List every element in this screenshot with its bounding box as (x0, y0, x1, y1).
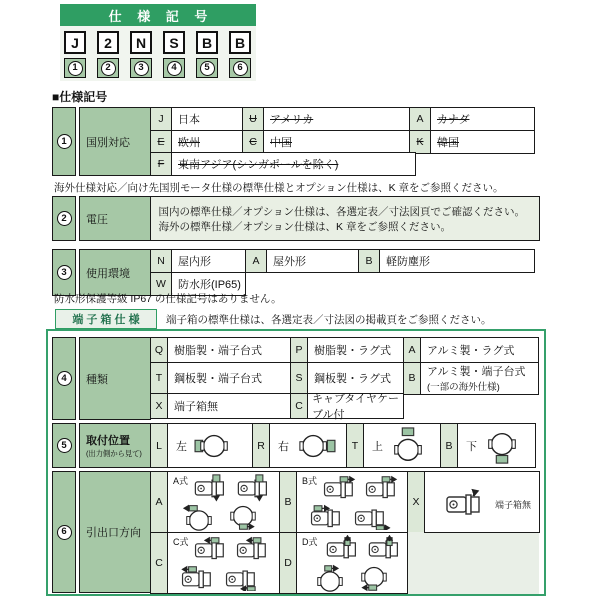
kind-code-q: Q (150, 337, 169, 363)
row-voltage-label: 電圧 (79, 196, 151, 241)
spec-code-panel (60, 4, 256, 81)
outlet-x-cell (424, 471, 540, 533)
kind-name-p: 樹脂製・ラグ式 (307, 337, 404, 363)
kind-code-x: X (150, 393, 169, 419)
country-name-korea: 韓国 (430, 130, 535, 154)
country-code-c: C (242, 130, 265, 154)
kind-code-s: S (290, 362, 309, 395)
outlet-code-c: C (150, 532, 169, 594)
country-code-k: K (409, 130, 432, 154)
index-box-4: 4 (163, 58, 185, 78)
row-environment-label: 使用環境 (79, 249, 151, 296)
country-code-a: A (409, 107, 432, 131)
motor-side-box-up-icon (325, 535, 363, 563)
motor-front-box-top-right-icon (313, 564, 347, 592)
motor-side-box-up-icon (367, 535, 405, 563)
country-name-china: 中国 (263, 130, 410, 154)
kind-name-b: アルミ製・端子台式 (一部の海外仕様) (420, 362, 539, 395)
row-country-label: 国別対応 (79, 107, 151, 176)
motor-front-box-bottom-icon (226, 503, 260, 531)
country-name-europe: 欧州 (171, 130, 243, 154)
code-box-1: J (64, 31, 86, 54)
environment-footnote: 防水形保護等級 IP67 の仕様記号はありません。 (54, 293, 282, 305)
row-country (52, 107, 535, 176)
row-outlet-label: 引出口方向 (79, 471, 151, 593)
outlet-code-d: D (279, 532, 298, 594)
outlet-c-cell (167, 532, 280, 594)
env-code-n: N (150, 249, 173, 273)
row-environment (52, 249, 535, 296)
env-name-dustproof: 軽防塵形 (379, 249, 535, 273)
country-name-canada: カナダ (430, 107, 535, 131)
kind-name-t: 鋼板製・端子台式 (167, 362, 291, 395)
kind-name-c: キャブタイヤケーブル付 (307, 393, 404, 419)
index-box-2: 2 (97, 58, 119, 78)
motor-no-box-icon (443, 488, 489, 520)
outlet-type-b-label: B式 (302, 476, 318, 486)
outlet-type-c-label: C式 (173, 536, 189, 547)
row-position-sublabel: (出力側から見て) (86, 449, 142, 458)
motor-side-box-left-right-icon (309, 504, 347, 530)
motor-side-box-left-left-icon (180, 565, 218, 591)
env-name-outdoor: 屋外形 (266, 249, 359, 273)
section-title: ■仕様記号 (52, 90, 108, 104)
env-code-b: B (358, 249, 381, 273)
kind-name-x: 端子箱無 (167, 393, 291, 419)
kind-name-b-note: (一部の海外仕様) (427, 382, 500, 393)
row-country-index: 1 (52, 107, 76, 176)
index-box-3: 3 (130, 58, 152, 78)
row-position-label: 取付位置 (出力側から見て) (79, 423, 151, 468)
row-environment-index: 3 (52, 249, 76, 296)
panel-title: 仕 様 記 号 (60, 4, 256, 26)
pos-cell-top: 上 (363, 423, 441, 468)
motor-side-box-bottom-left-icon (224, 565, 262, 591)
country-code-e: E (150, 130, 173, 154)
pos-cell-bottom: 下 (457, 423, 536, 468)
row-kind-index: 4 (52, 337, 76, 420)
index-box-1: 1 (64, 58, 86, 78)
motor-side-box-top-right-icon (364, 475, 402, 501)
outlet-type-d-label: D式 (302, 536, 318, 547)
code-box-4: S (163, 31, 185, 54)
index-box-6: 6 (229, 58, 251, 78)
env-code-w: W (150, 272, 173, 296)
env-name-waterproof: 防水形(IP65) (171, 272, 246, 296)
kind-code-t: T (150, 362, 169, 395)
outlet-x-note: 端子箱無 (494, 500, 531, 510)
voltage-note-line1: 国内の標準仕様／オプション仕様は、各選定表／寸法図頁でご確認ください。 (158, 205, 526, 218)
mount-top-icon (389, 427, 427, 465)
row-voltage-index: 2 (52, 196, 76, 241)
kind-code-b: B (403, 362, 422, 395)
row-outlet (52, 471, 540, 593)
voltage-note-line2: 海外の標準仕様／オプション仕様は、K 章をご参照ください。 (158, 220, 451, 233)
terminal-box-note: 端子箱の標準仕様は、各選定表／寸法図の掲載頁をご参照ください。 (166, 314, 492, 326)
code-boxes (60, 26, 256, 54)
code-box-5: B (196, 31, 218, 54)
pos-cell-right: 右 (269, 423, 347, 468)
kind-name-q: 樹脂製・端子台式 (167, 337, 291, 363)
motor-side-box-top-down-icon (193, 474, 231, 502)
index-box-5: 5 (196, 58, 218, 78)
code-box-2: 2 (97, 31, 119, 54)
motor-front-box-bottom-left-icon (357, 564, 391, 592)
env-code-a: A (245, 249, 268, 273)
motor-front-box-left-icon (182, 503, 216, 531)
country-code-f: F (150, 152, 173, 176)
country-code-u: U (242, 107, 265, 131)
motor-side-box-top-right-icon (322, 475, 360, 501)
outlet-code-b: B (279, 471, 298, 533)
code-box-6: B (229, 31, 251, 54)
row-position (52, 423, 536, 468)
row-voltage (52, 196, 540, 241)
mount-left-icon (193, 428, 235, 464)
pos-code-b: B (440, 423, 459, 468)
motor-side-box-top-left-icon (193, 536, 231, 562)
index-boxes (60, 54, 256, 78)
env-name-indoor: 屋内形 (171, 249, 246, 273)
motor-side-box-top-down-icon (236, 474, 274, 502)
pos-cell-left: 左 (167, 423, 253, 468)
outlet-a-cell (167, 471, 280, 533)
kind-code-p: P (290, 337, 309, 363)
country-name-japan: 日本 (171, 107, 243, 131)
pos-code-r: R (252, 423, 271, 468)
outlet-code-x: X (407, 471, 426, 533)
country-name-america: アメリカ (263, 107, 410, 131)
kind-name-s: 鋼板製・ラグ式 (307, 362, 404, 395)
pos-code-t: T (346, 423, 365, 468)
country-code-j: J (150, 107, 173, 131)
kind-code-c: C (290, 393, 309, 419)
voltage-note-cell (150, 196, 540, 241)
row-kind (52, 337, 539, 420)
outlet-d-cell (296, 532, 408, 594)
outlet-b-cell (296, 471, 408, 533)
kind-code-a: A (403, 337, 422, 363)
pos-code-l: L (150, 423, 169, 468)
row-kind-label: 種類 (79, 337, 151, 420)
kind-name-a: アルミ製・ラグ式 (420, 337, 539, 363)
code-box-3: N (130, 31, 152, 54)
outlet-empty-area (407, 532, 539, 594)
terminal-box-tag: 端 子 箱 仕 様 (55, 309, 157, 329)
mount-bottom-icon (483, 427, 521, 465)
country-footnote: 海外仕様対応／向け先国別モータ仕様の標準仕様とオプション仕様は、K 章をご参照ください。 (54, 182, 504, 194)
outlet-type-a-label: A式 (173, 476, 189, 486)
country-name-sea: 東南アジア(シンガポールを除く) (171, 152, 416, 176)
motor-side-box-bottom-right-icon (353, 504, 391, 530)
motor-side-box-top-left-icon (235, 536, 273, 562)
mount-right-icon (295, 428, 337, 464)
row-position-index: 5 (52, 423, 76, 468)
outlet-code-a: A (150, 471, 169, 533)
row-outlet-index: 6 (52, 471, 76, 593)
